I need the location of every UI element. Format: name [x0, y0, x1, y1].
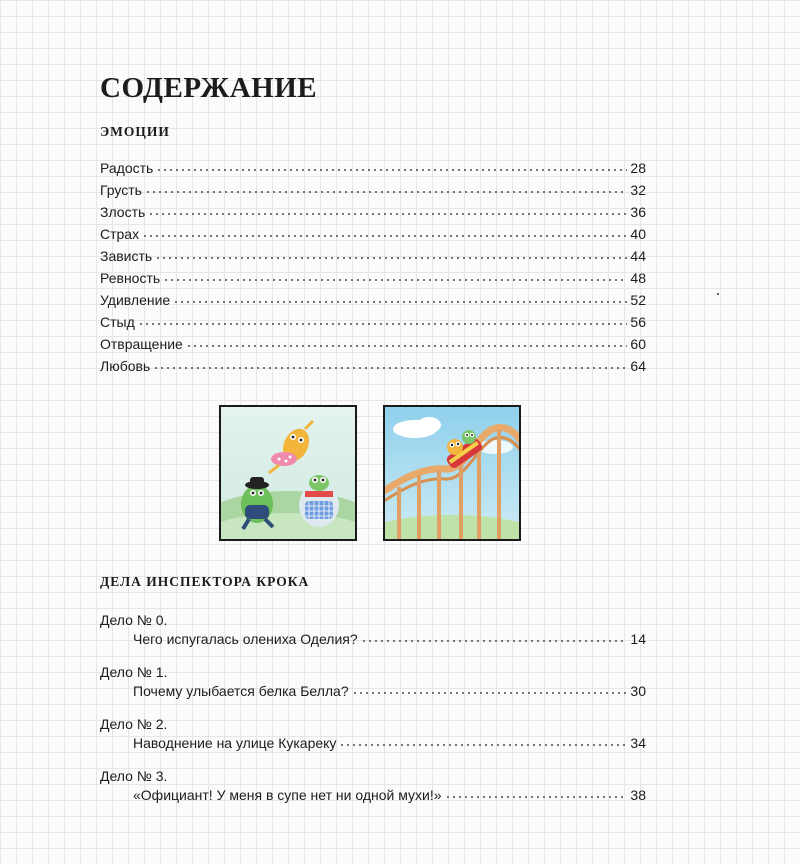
- dot-leader: [153, 367, 627, 369]
- toc-entry[interactable]: [100, 314, 646, 336]
- case-label: Дело № 0.: [100, 612, 168, 628]
- toc-entry-page: 60: [630, 336, 646, 352]
- case-page: 14: [630, 631, 646, 647]
- toc-entry[interactable]: [100, 248, 646, 270]
- toc-entry[interactable]: [100, 204, 646, 226]
- toc-entry-label: Грусть: [100, 182, 142, 198]
- toc-entry-page: 36: [630, 204, 646, 220]
- toc-entry[interactable]: [100, 358, 646, 380]
- dot-leader: [339, 744, 627, 746]
- dancing-friends-illustration: [219, 405, 357, 541]
- dot-leader: [156, 169, 627, 171]
- roller-coaster-illustration: [383, 405, 521, 541]
- page-title: СОДЕРЖАНИЕ: [100, 72, 318, 104]
- dot-leader: [142, 235, 627, 237]
- case-entry[interactable]: [100, 610, 646, 652]
- case-page: 38: [630, 787, 646, 803]
- paper-speck: [717, 293, 719, 295]
- case-entry[interactable]: [100, 662, 646, 704]
- case-title: Чего испугалась олениха Оделия?: [133, 631, 358, 647]
- dot-leader: [138, 323, 628, 325]
- case-page: 30: [630, 683, 646, 699]
- toc-entry-page: 64: [630, 358, 646, 374]
- dot-leader: [173, 301, 627, 303]
- toc-entry-page: 40: [630, 226, 646, 242]
- toc-entry-page: 48: [630, 270, 646, 286]
- emotions-heading: ЭМОЦИИ: [100, 124, 170, 139]
- toc-entry[interactable]: [100, 336, 646, 358]
- toc-entry-page: 56: [630, 314, 646, 330]
- toc-entry-label: Любовь: [100, 358, 151, 374]
- toc-entry-label: Отвращение: [100, 336, 183, 352]
- case-label: Дело № 1.: [100, 664, 168, 680]
- toc-entry[interactable]: [100, 160, 646, 182]
- toc-entry-page: 44: [630, 248, 646, 264]
- case-title: Почему улыбается белка Белла?: [133, 683, 349, 699]
- toc-entry[interactable]: [100, 182, 646, 204]
- cases-toc: [100, 610, 646, 818]
- case-entry[interactable]: [100, 766, 646, 808]
- toc-entry[interactable]: [100, 292, 646, 314]
- dot-leader: [186, 345, 628, 347]
- toc-entry-label: Ревность: [100, 270, 161, 286]
- toc-entry-label: Злость: [100, 204, 146, 220]
- toc-entry-label: Стыд: [100, 314, 135, 330]
- case-title: «Официант! У меня в супе нет ни одной мухи!»: [133, 787, 442, 803]
- toc-entry-page: 32: [630, 182, 646, 198]
- case-title: Наводнение на улице Кукареку: [133, 735, 337, 751]
- dot-leader: [148, 213, 627, 215]
- dot-leader: [145, 191, 627, 193]
- toc-entry-label: Страх: [100, 226, 140, 242]
- toc-entry-label: Радость: [100, 160, 154, 176]
- dot-leader: [361, 640, 628, 642]
- dot-leader: [445, 796, 628, 798]
- dot-leader: [163, 279, 627, 281]
- case-label: Дело № 2.: [100, 716, 168, 732]
- cases-heading: ДЕЛА ИНСПЕКТОРА КРОКА: [100, 574, 310, 589]
- dot-leader: [155, 257, 627, 259]
- toc-entry-page: 28: [630, 160, 646, 176]
- toc-entry-label: Зависть: [100, 248, 153, 264]
- case-label: Дело № 3.: [100, 768, 168, 784]
- emotions-toc: [100, 160, 646, 380]
- toc-entry[interactable]: [100, 226, 646, 248]
- case-page: 34: [630, 735, 646, 751]
- toc-entry[interactable]: [100, 270, 646, 292]
- toc-entry-page: 52: [630, 292, 646, 308]
- toc-entry-label: Удивление: [100, 292, 171, 308]
- case-entry[interactable]: [100, 714, 646, 756]
- dot-leader: [352, 692, 628, 694]
